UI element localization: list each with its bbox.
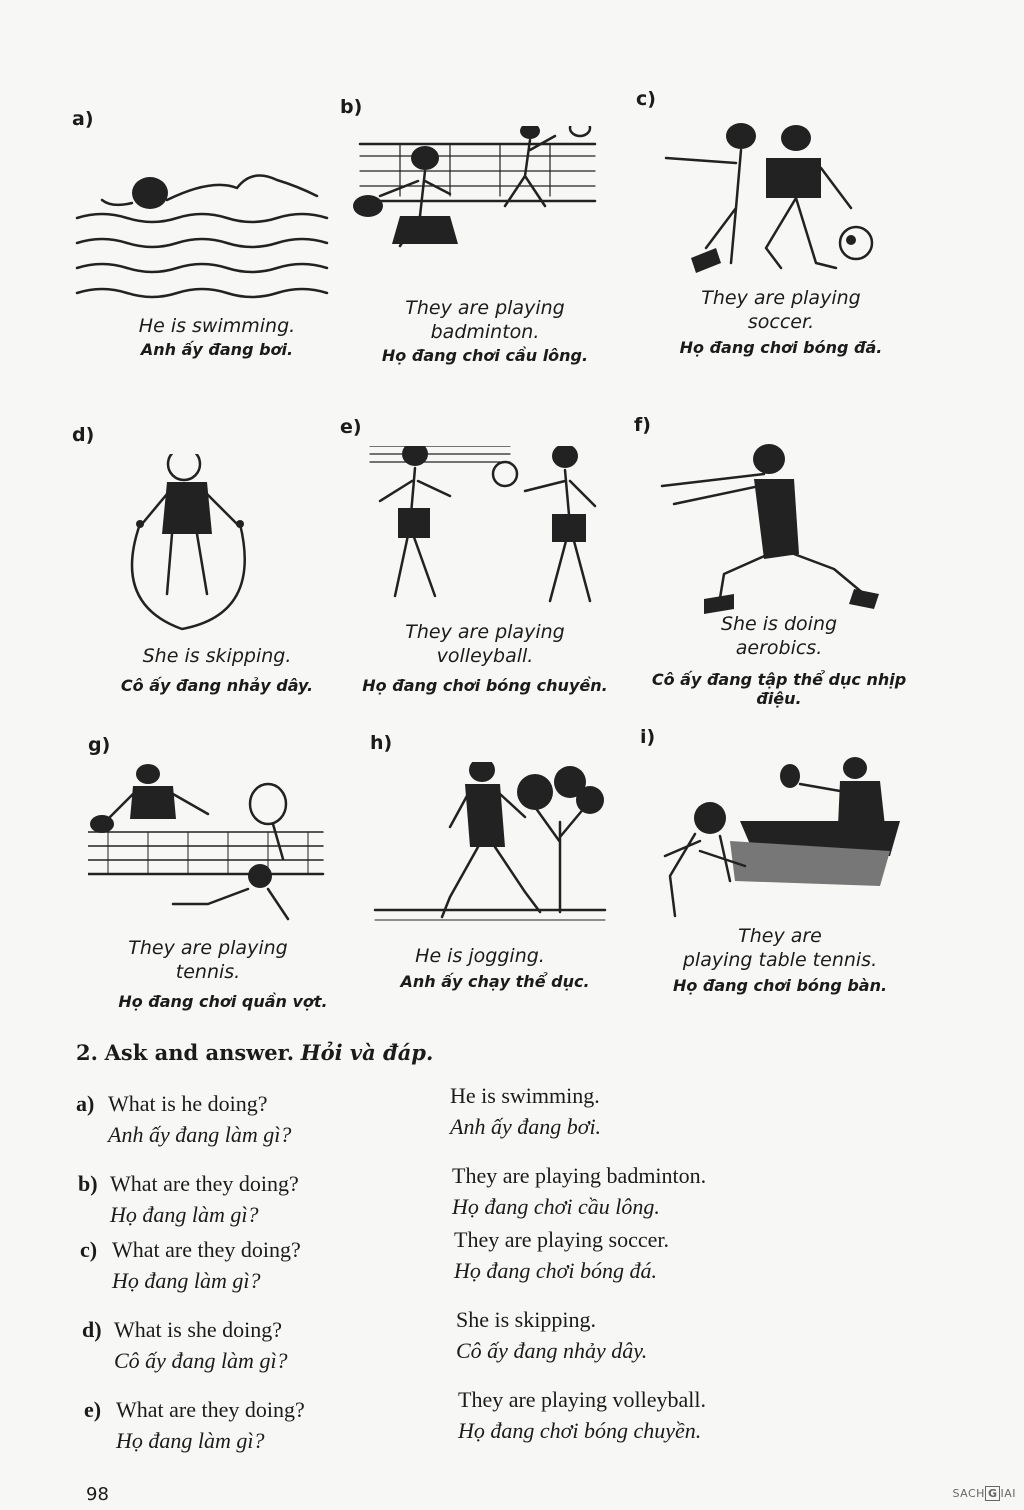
panel-letter: h): [370, 732, 393, 754]
caption-vi: Cô ấy đang tập thể dục nhịp điệu.: [651, 670, 907, 708]
panel-letter: f): [634, 414, 651, 436]
panel-a: [72, 108, 362, 368]
caption-en: They are playing volleyball.: [405, 621, 565, 667]
question-vi: Họ đang làm gì?: [116, 1428, 265, 1453]
answer-vi: Họ đang chơi bóng chuyền.: [458, 1418, 702, 1443]
brand-left: SACH: [952, 1487, 985, 1500]
answer-vi: Cô ấy đang nhảy dây.: [456, 1338, 648, 1363]
question-en: What is he doing?: [108, 1091, 268, 1116]
section-title-en: Ask and answer.: [104, 1040, 295, 1065]
question-e: [84, 1394, 305, 1456]
answer-vi: Anh ấy đang bơi.: [450, 1114, 602, 1139]
answer-vi: Họ đang chơi cầu lông.: [452, 1194, 660, 1219]
brand-box: G: [985, 1486, 1001, 1501]
section-title-vi: Hỏi và đáp.: [300, 1040, 434, 1065]
question-b: [78, 1168, 299, 1230]
aerobics-illustration: [634, 444, 924, 634]
panel-f: [634, 414, 924, 708]
panel-letter: c): [636, 88, 656, 110]
swimming-illustration: [72, 138, 362, 328]
jogging-illustration: [370, 762, 660, 952]
caption-vi: Họ đang chơi cầu lông.: [381, 346, 589, 365]
skipping-illustration: [72, 454, 362, 644]
caption-en: She is doing aerobics.: [720, 613, 838, 659]
caption-en: They are playing soccer.: [701, 287, 861, 333]
question-letter: c): [80, 1237, 98, 1262]
panel-letter: g): [88, 734, 111, 756]
caption-en: She is skipping.: [142, 645, 292, 667]
answer-en: She is skipping.: [456, 1307, 596, 1332]
panel-letter: e): [340, 416, 362, 438]
question-en: What are they doing?: [112, 1237, 301, 1262]
answer-d: [456, 1304, 647, 1366]
panel-g: [88, 734, 378, 1024]
answer-en: He is swimming.: [450, 1083, 600, 1108]
question-c: [80, 1234, 301, 1296]
panel-e: [340, 416, 630, 700]
caption-vi: Họ đang chơi quần vợt.: [118, 992, 328, 1011]
answer-a: [450, 1080, 601, 1142]
panel-i: [640, 726, 930, 1006]
panel-letter: d): [72, 424, 95, 446]
answer-en: They are playing volleyball.: [458, 1387, 707, 1412]
answer-b: [452, 1160, 706, 1222]
brand-watermark: [952, 1486, 1016, 1501]
answer-en: They are playing soccer.: [454, 1227, 670, 1252]
caption-vi: Họ đang chơi bóng đá.: [679, 338, 883, 357]
answer-c: [454, 1224, 669, 1286]
question-en: What are they doing?: [116, 1397, 305, 1422]
question-letter: d): [82, 1317, 102, 1342]
caption-en: They are playing table tennis.: [682, 925, 878, 971]
question-letter: e): [84, 1397, 102, 1422]
panel-h: [370, 732, 660, 1002]
tennis-illustration: [88, 764, 378, 954]
question-d: [82, 1314, 288, 1376]
page-number: 98: [86, 1484, 109, 1505]
panel-b: [340, 96, 630, 368]
panel-letter: a): [72, 108, 94, 130]
section-heading: [76, 1040, 433, 1065]
panel-letter: i): [640, 726, 656, 748]
caption-en: They are playing badminton.: [405, 297, 565, 343]
caption-vi: Anh ấy đang bơi.: [140, 340, 294, 359]
caption-en: He is swimming.: [138, 315, 296, 337]
answer-vi: Họ đang chơi bóng đá.: [454, 1258, 658, 1283]
question-en: What is she doing?: [114, 1317, 283, 1342]
caption-en: He is jogging.: [415, 945, 545, 967]
section-number: 2.: [76, 1040, 98, 1065]
caption-vi: Họ đang chơi bóng chuyền.: [362, 676, 608, 695]
panel-d: [72, 424, 362, 700]
question-letter: a): [76, 1091, 95, 1116]
table-tennis-illustration: [640, 756, 930, 946]
badminton-illustration: [340, 126, 630, 316]
answer-en: They are playing badminton.: [452, 1163, 707, 1188]
soccer-illustration: [636, 118, 926, 308]
answer-e: [458, 1384, 706, 1446]
question-en: What are they doing?: [110, 1171, 299, 1196]
panel-c: [636, 88, 926, 368]
question-vi: Cô ấy đang làm gì?: [114, 1348, 288, 1373]
caption-en: They are playing tennis.: [128, 937, 288, 983]
question-letter: b): [78, 1171, 98, 1196]
question-a: [76, 1088, 291, 1150]
caption-vi: Anh ấy chạy thể dục.: [400, 972, 590, 991]
brand-right: IAI: [1000, 1487, 1016, 1500]
volleyball-illustration: [340, 446, 630, 636]
panel-letter: b): [340, 96, 363, 118]
caption-vi: Họ đang chơi bóng bàn.: [672, 976, 888, 995]
question-vi: Họ đang làm gì?: [110, 1202, 259, 1227]
question-vi: Họ đang làm gì?: [112, 1268, 261, 1293]
question-vi: Anh ấy đang làm gì?: [108, 1122, 292, 1147]
caption-vi: Cô ấy đang nhảy dây.: [120, 676, 314, 695]
